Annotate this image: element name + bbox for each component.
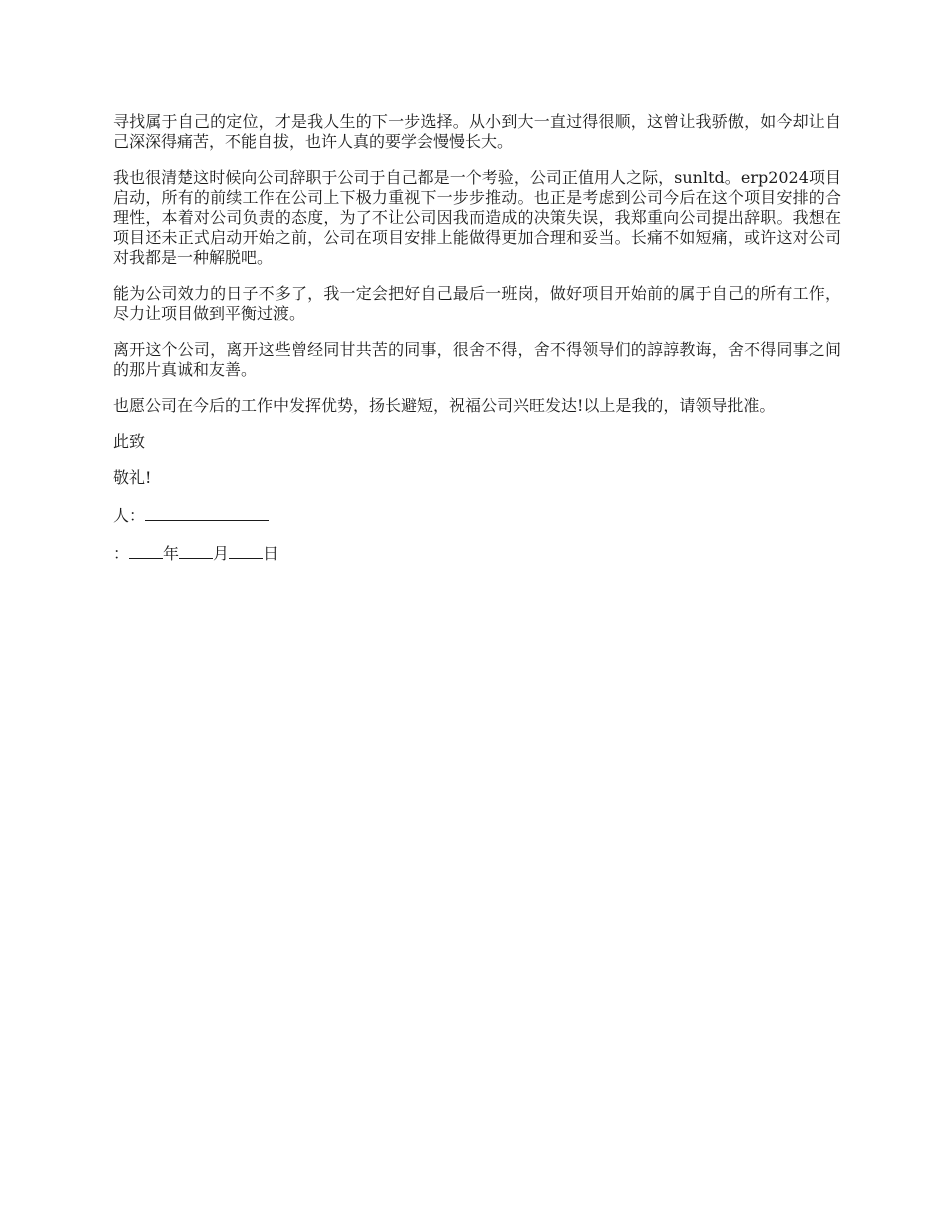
date-month-label: 月 [213,544,230,563]
letter-body [113,112,841,580]
date-line [113,542,841,564]
date-year-label: 年 [163,544,180,563]
signature-label: 人： [113,506,146,525]
paragraph-4: 离开这个公司，离开这些曾经同甘共苦的同事，很舍不得，舍不得领导们的諄諄教诲，舍不得同事之间的那片真诚和友善。 [113,340,841,379]
closing-salutation: 此致 [113,432,146,451]
day-blank [229,542,263,559]
paragraph-1: 寻找属于自己的定位，才是我人生的下一步选择。从小到大一直过得很顺，这曾让我骄傲，如今却让自己深深得痛苦，不能自拔，也许人真的要学会慢慢长大。 [113,112,841,151]
paragraph-5: 也愿公司在今后的工作中发挥优势，扬长避短，祝福公司兴旺发达!以上是我的，请领导批准。 [113,396,776,415]
paragraph-2: 我也很清楚这时候向公司辞职于公司于自己都是一个考验，公司正值用人之际，sunltd。erp2024项目启动，所有的前续工作在公司上下极力重视下一步步推动。也正是考虑到公司今后在这个项目安排的合理性，本着对公司负责的态度，为了不让公司因我而造成的决策失误，我郑重向公司提出辞职。我想在项目还未正式启动开始之前，公司在项目安排上能做得更加合理和妥当。长痛不如短痛，或许这对公司对我都是一种解脱吧。 [113,168,841,267]
year-blank [129,542,163,559]
signature-line [113,504,841,526]
date-day-label: 日 [263,544,280,563]
paragraph-3: 能为公司效力的日子不多了，我一定会把好自己最后一班岗，做好项目开始前的属于自己的所有工作，尽力让项目做到平衡过渡。 [113,284,841,323]
month-blank [179,542,213,559]
closing-regards: 敬礼! [113,468,152,487]
signature-blank [145,504,269,521]
date-prefix: ： [113,544,130,563]
